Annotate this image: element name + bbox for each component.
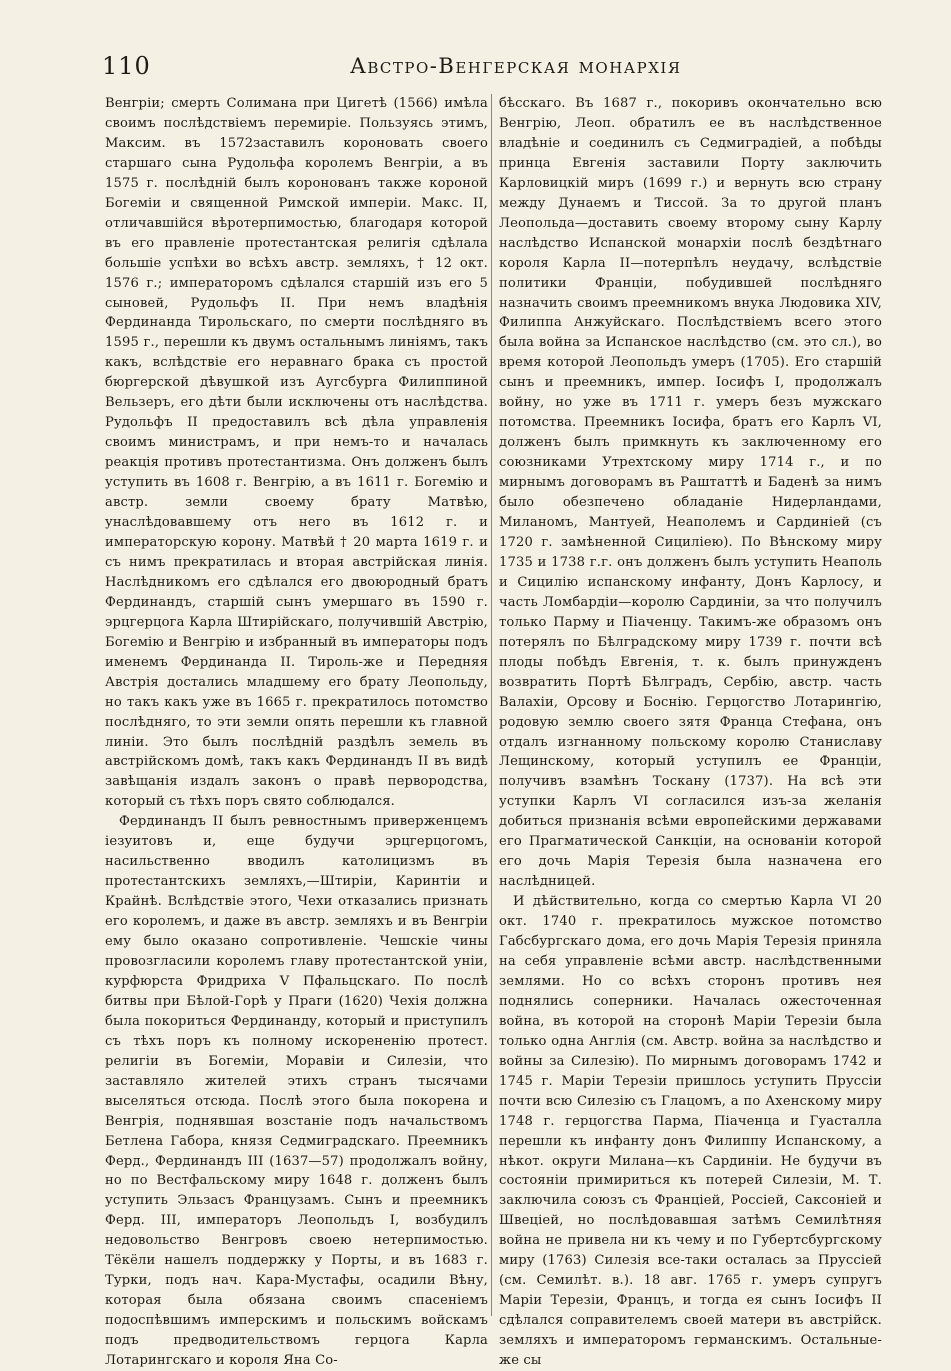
paragraph: бѣсскаго. Въ 1687 г., покоривъ окончательно всю Венгрію, Леоп. обратилъ ее въ наслѣдственное владѣніе и соединилъ съ Седмиградіей, а побѣды принца Евгенія заставили Порту заключить Карловицкій миръ (1699 г.) и вернуть всю страну между Дунаемъ и Тиссой. За то другой планъ Леопольда—доставить своему второму сыну Карлу наслѣдство Испанской монархіи послѣ бездѣтнаго короля Карла II—потерпѣлъ неудачу, вслѣдствіе политики Франціи, побудившей послѣдняго назначить своимъ преемникомъ внука Людовика XIV, Филиппа Анжуйскаго. Послѣдствіемъ всего этого была война за Испанское наслѣдство (см. это сл.), во время которой Леопольдъ умеръ (1705). Его старшій сынъ и преемникъ, импер. Іосифъ I, продолжалъ войну, но уже въ 1711 г. умеръ безъ мужскаго потомства. Преемникъ Іосифа, братъ его Карлъ VI, долженъ былъ примкнуть къ заключенному его союзниками Утрехтскому миру 1714 г., и по мирнымъ договорамъ въ Раштаттѣ и Баденѣ за нимъ было обезпечено обладаніе Нидерландами, Миланомъ, Мантуей, Неаполемъ и Сардиніей (съ 1720 г. замѣненной Сициліею). По Вѣнскому миру 1735 и 1738 г.г. онъ долженъ былъ уступить Неаполь и Сицилію испанскому инфанту, Донъ Карлосу, и часть Ломбардіи—королю Сардиніи, за что получилъ только Парму и Піаченцу. Такимъ-же образомъ онъ потерялъ по Бѣлградскому миру 1739 г. почти всѣ плоды побѣдъ Евгенія, т. к. былъ принужденъ возвратить Портѣ Бѣлградъ, Сербію, австр. часть Валахіи, Орсову и Боснію. Герцогство Лотарингію, родовую землю своего зятя Франца Стефана, онъ отдалъ изгнанному польскому королю Станиславу Лещинскому, который уступилъ ее Франціи, получивъ взамѣнъ Тоскану (1737). На всѣ эти уступки Карлъ VI согласился изъ-за желанія добиться признанія всѣми европейскими державами его Прагматической Санкціи, на основаніи которой его дочь Марія Терезія была назначена его наслѣдницей. bbox=[499, 96, 882, 890]
left-column bbox=[105, 94, 488, 1371]
page-number: 110 bbox=[102, 52, 151, 80]
column-divider bbox=[491, 94, 492, 1316]
paragraph: Фердинандъ II былъ ревностнымъ приверженцемъ іезуитовъ и, еще будучи эрцгерцогомъ, насильственно вводилъ католицизмъ въ протестантскихъ земляхъ,—Штиріи, Каринтіи и Крайнѣ. Вслѣдствіе этого, Чехи отказались признать его королемъ, и даже въ австр. земляхъ и въ Венгріи ему было оказано сопротивленіе. Чешскіе чины провозгласили королемъ главу протестантской уніи, курфюрста Фридриха V Пфальцскаго. По послѣ битвы при Бѣлой-Горѣ у Праги (1620) Чехія должна была покориться Фердинанду, который и приступилъ съ тѣхъ поръ къ полному искорененію протест. религіи въ Богеміи, Моравіи и Силезіи, что заставляло жителей этихъ странъ тысячами выселяться отсюда. Послѣ этого была покорена и Венгрія, поднявшая возстаніе подъ начальствомъ Бетлена Габора, князя Седмиградскаго. Преемникъ Ферд., Фердинандъ III (1637—57) продолжалъ войну, но по Вестфальскому миру 1648 г. долженъ былъ уступить Эльзасъ Французамъ. Сынъ и преемникъ Ферд. III, императоръ Леопольдъ I, возбудилъ недовольство Венгровъ своею нетерпимостью. Тёкёли нашелъ поддержку у Порты, и въ 1683 г. Турки, подъ нач. Кара-Мустафы, осадили Вѣну, которая была обязана своимъ спасеніемъ подоспѣвшимъ имперскимъ и польскимъ войскамъ подъ предводительствомъ герцога Карла Лотарингскаго и короля Яна Со- bbox=[105, 814, 488, 1369]
right-column bbox=[499, 94, 882, 1371]
text-columns bbox=[101, 94, 891, 1369]
paragraph: И дѣйствительно, когда со смертью Карла VI 20 окт. 1740 г. прекратилось мужское потомство Габсбургскаго дома, его дочь Марія Терезія приняла на себя управленіе всѣми австр. наслѣдственными землями. Но со всѣхъ сторонъ противъ нея поднялись соперники. Началась ожесточенная война, въ которой на сторонѣ Маріи Терезіи была только одна Англія (см. Австр. война за наслѣдство и войны за Силезію). По мирнымъ договорамъ 1742 и 1745 г. Маріи Терезіи пришлось уступить Пруссіи почти всю Силезію съ Глацомъ, а по Ахенскому миру 1748 г. герцогства Парма, Піаченца и Гуасталла перешли къ инфанту донъ Филиппу Испанскому, а нѣкот. округи Милана—къ Сардиніи. Не будучи въ состояніи примириться къ потерей Силезіи, М. Т. заключила союзъ съ Франціей, Россіей, Саксоніей и Швеціей, но послѣдовавшая затѣмъ Семилѣтняя война не привела ни къ чему и по Губертсбургскому миру (1763) Силезія все-таки осталась за Пруссіей (см. Семилѣт. в.). 18 авг. 1765 г. умеръ супругъ Маріи Терезіи, Францъ, и тогда ея сынъ Іосифъ II сдѣлался соправителемъ своей матери въ австрійск. земляхъ и императоромъ германскимъ. Остальные-же сы bbox=[499, 894, 882, 1369]
running-title: Австро-Венгерская монархія bbox=[350, 54, 682, 78]
page-header bbox=[100, 52, 856, 84]
paragraph: Венгріи; смерть Солимана при Цигетѣ (1566) имѣла своимъ послѣдствіемъ перемиріе. Пользуясь этимъ, Максим. въ 1572заставилъ короновать своего старшаго сына Рудольфа королемъ Венгріи, а въ 1575 г. послѣдній былъ коронованъ также короной Богеміи и священной Римской имперіи. Макс. II, отличавшійся вѣротерпимостью, благодаря которой въ его правленіе протестантская религія сдѣлала большіе успѣхи во всѣхъ австр. земляхъ, † 12 окт. 1576 г.; императоромъ сдѣлался старшій изъ его 5 сыновей, Рудольфъ II. При немъ владѣнія Фердинанда Тирольскаго, по смерти послѣдняго въ 1595 г., перешли къ двумъ остальнымъ линіямъ, такъ какъ, вслѣдствіе его неравнаго брака съ простой бюргерской дѣвушкой изъ Аугсбурга Филиппиной Вельзеръ, его дѣти были исключены отъ наслѣдства. Рудольфъ II предоставилъ всѣ дѣла управленія своимъ министрамъ, и при немъ-то и началась реакція противъ протестантизма. Онъ долженъ былъ уступить въ 1608 г. Венгрію, а въ 1611 г. Богемію и австр. земли своему брату Матвѣю, унаслѣдовавшему отъ него въ 1612 г. и императорскую корону. Матвѣй † 20 марта 1619 г. и съ нимъ прекратилась и вторая австрійская линія. Наслѣдникомъ его сдѣлался его двоюродный братъ Фердинандъ, старшій сынъ умершаго въ 1590 г. эрцгерцога Карла Штирійскаго, получившій Австрію, Богемію и Венгрію и избранный въ императоры подъ именемъ Фердинанда II. Тироль-же и Передняя Австрія достались младшему его брату Леопольду, но такъ какъ уже въ 1665 г. прекратилось потомство послѣдняго, то эти земли опять перешли къ главной линіи. Это былъ послѣдній раздѣлъ земель въ австрійскомъ домѣ, такъ какъ Фердинандъ II въ видѣ завѣщанія издалъ законъ о правѣ первородства, который съ тѣхъ поръ свято соблюдался. bbox=[105, 96, 488, 810]
